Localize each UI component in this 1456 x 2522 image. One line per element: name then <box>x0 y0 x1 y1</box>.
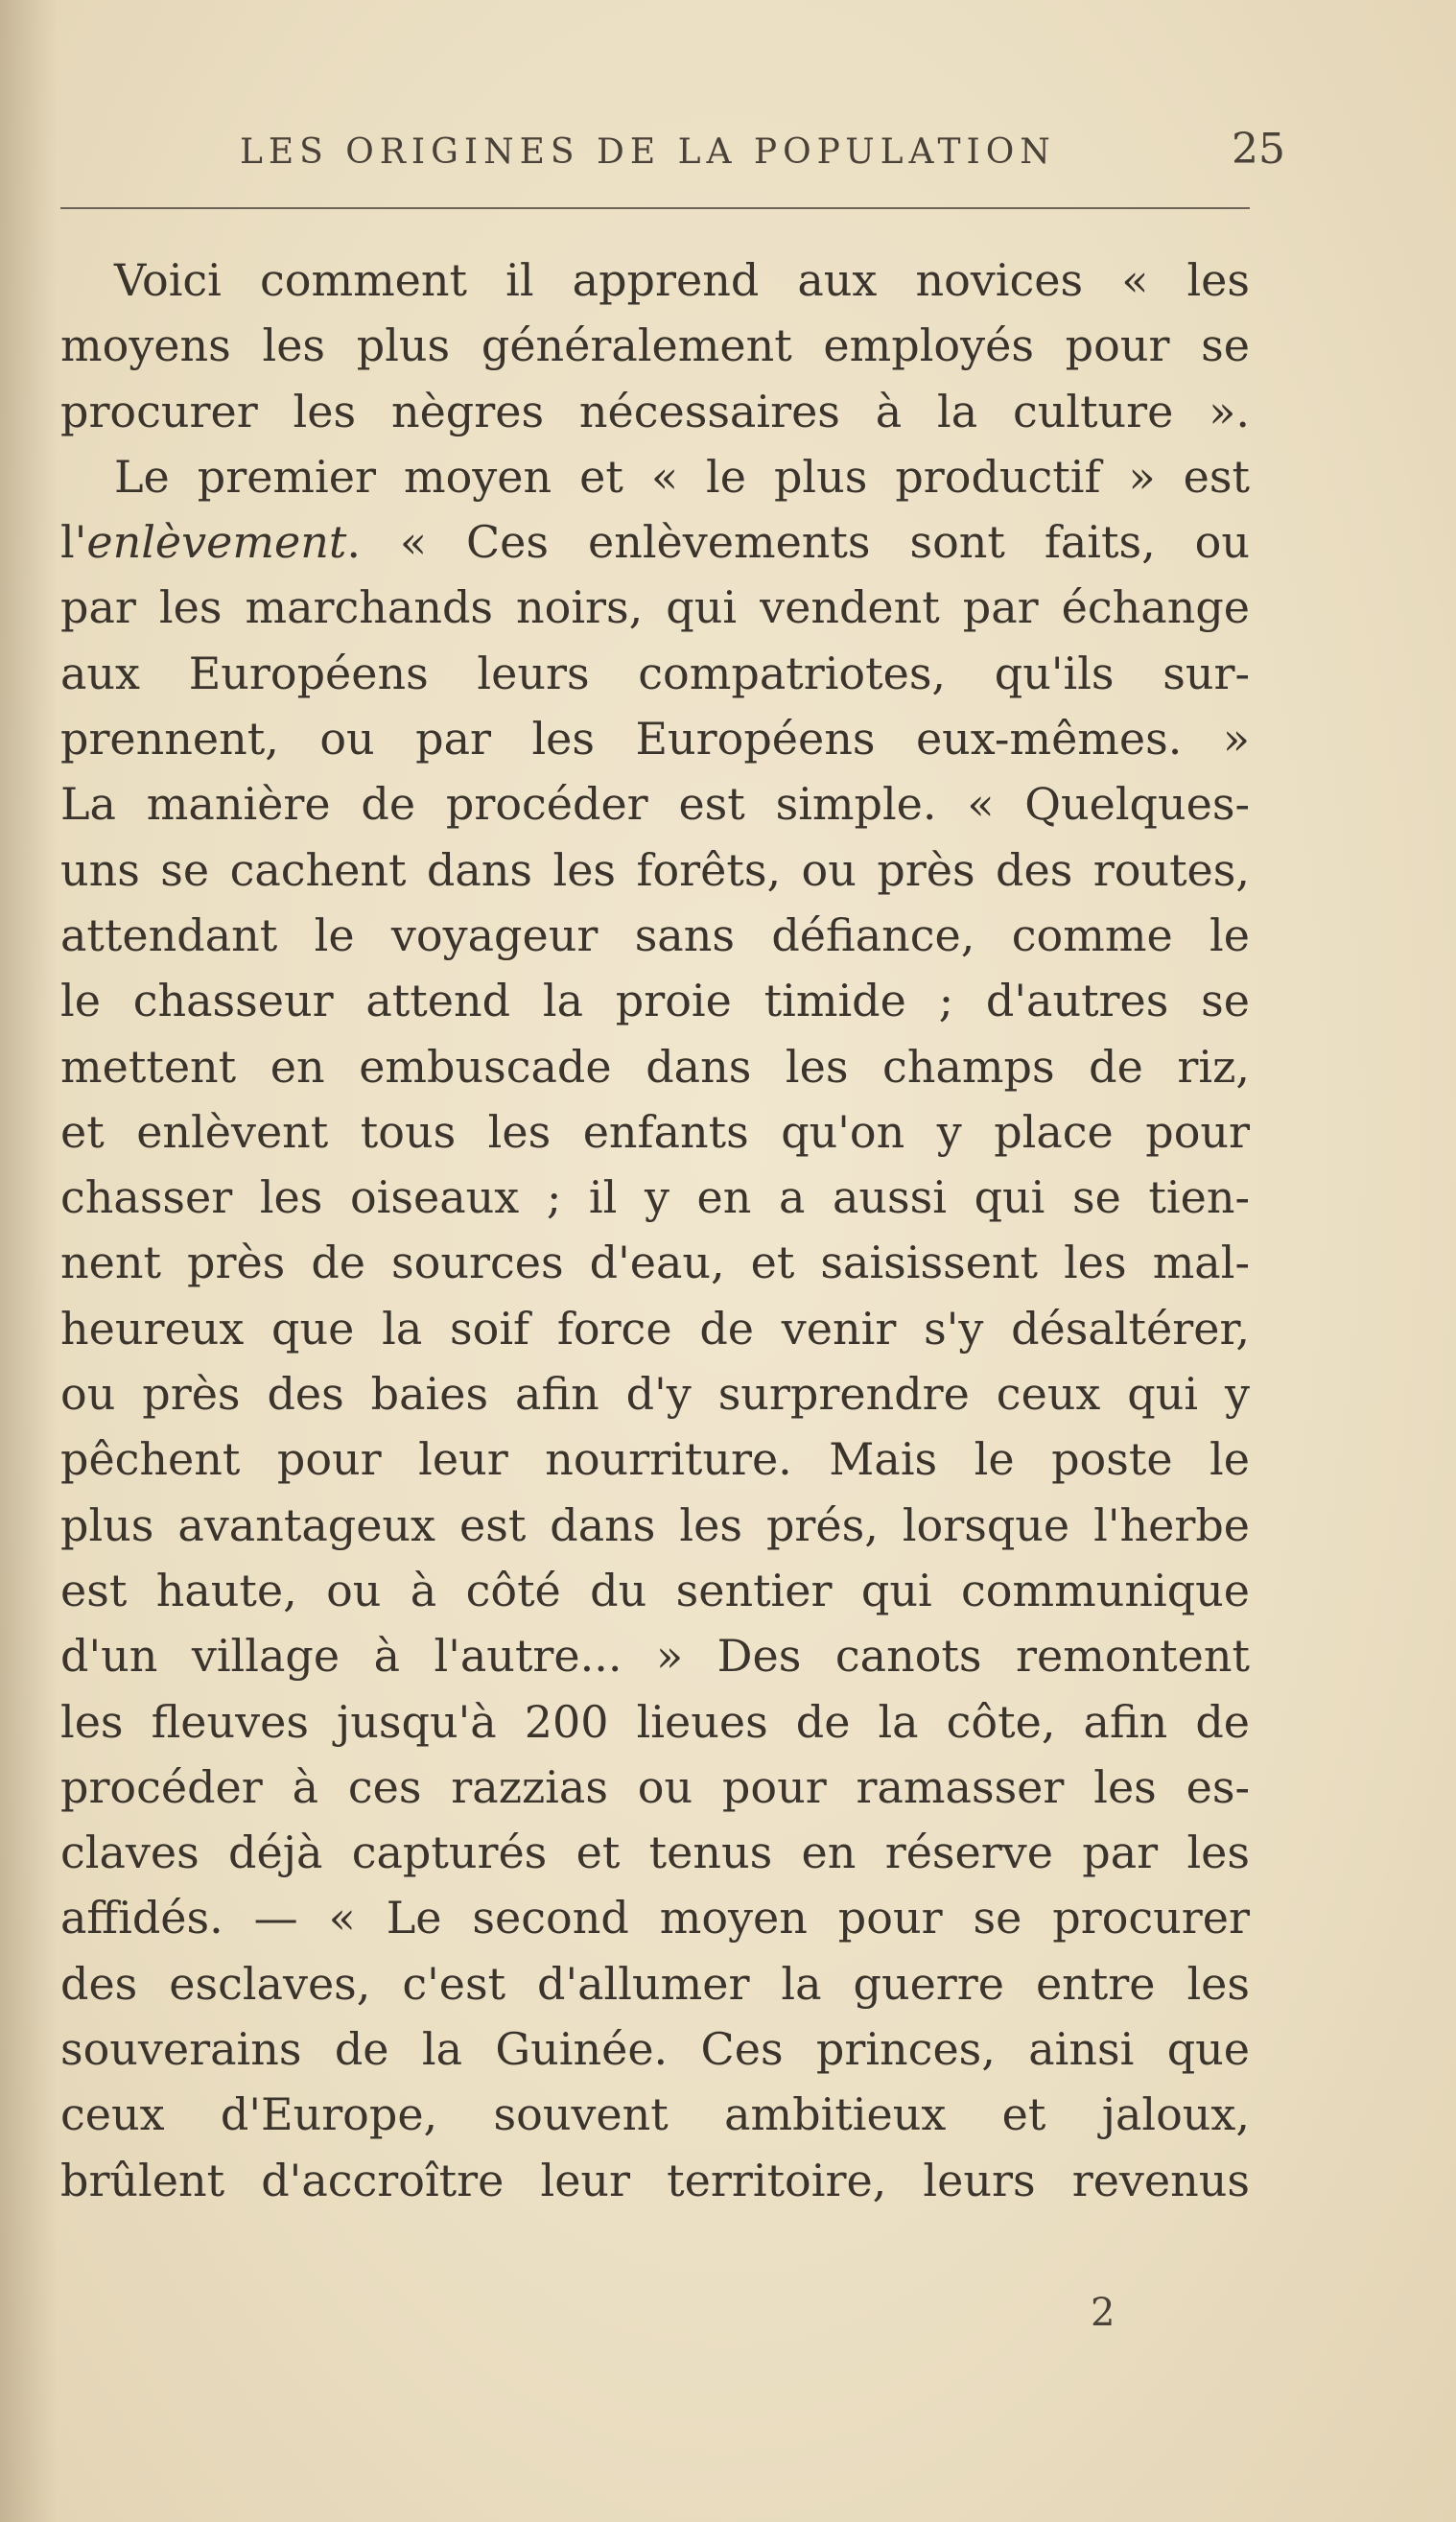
text-line: pêchent pour leur nourriture. Mais le poste le <box>60 1433 1250 1486</box>
body-text <box>60 247 1250 2213</box>
page-number: 25 <box>1232 125 1285 174</box>
text-line: moyens les plus généralement employés pour se <box>60 319 1250 372</box>
signature-mark: 2 <box>1091 2291 1115 2335</box>
text-line: souverains de la Guinée. Ces princes, ainsi que <box>60 2023 1250 2076</box>
text-line: nent près de sources d'eau, et saisissent les mal- <box>60 1237 1250 1289</box>
text-line: heureux que la soif force de venir s'y désaltérer, <box>60 1302 1250 1355</box>
text-line: aux Européens leurs compatriotes, qu'ils sur- <box>60 647 1250 699</box>
text-line: ceux d'Europe, souvent ambitieux et jaloux, <box>60 2088 1250 2141</box>
running-title: LES ORIGINES DE LA POPULATION <box>240 132 1056 172</box>
text-line: brûlent d'accroître leur territoire, leurs revenus <box>60 2154 1250 2206</box>
text-line: est haute, ou à côté du sentier qui communique <box>60 1564 1250 1616</box>
text-line: Voici comment il apprend aux novices « les <box>114 254 1250 306</box>
text-line: uns se cachent dans les forêts, ou près des routes, <box>60 843 1250 896</box>
text-line: La manière de procéder est simple. « Quelques- <box>60 778 1250 831</box>
text-line: Le premier moyen et « le plus productif » est <box>114 450 1250 503</box>
text-line: affidés. — « Le second moyen pour se procurer <box>60 1892 1250 1945</box>
text-line: d'un village à l'autre... » Des canots remontent <box>60 1630 1250 1683</box>
text-line: plus avantageux est dans les prés, lorsque l'herbe <box>60 1498 1250 1551</box>
text-line: prennent, ou par les Européens eux-mêmes. » <box>60 713 1250 766</box>
text-line: par les marchands noirs, qui vendent par échange <box>60 581 1250 634</box>
text-segment: l' <box>60 516 87 569</box>
text-line: attendant le voyageur sans défiance, comme le <box>60 908 1250 961</box>
text-line: procurer les nègres nécessaires à la culture ». <box>60 385 1250 437</box>
text-line: ou près des baies afin d'y surprendre ceux qui y <box>60 1368 1250 1421</box>
text-line: mettent en embuscade dans les champs de riz, <box>60 1040 1250 1093</box>
text-line: le chasseur attend la proie timide ; d'autres se <box>60 975 1250 1027</box>
page-header <box>58 123 1285 180</box>
text-line <box>60 509 1250 575</box>
text-line: les fleuves jusqu'à 200 lieues de la côte, afin de <box>60 1695 1250 1748</box>
text-line: des esclaves, c'est d'allumer la guerre entre les <box>60 1957 1250 2010</box>
italic-term: enlèvement <box>86 516 347 569</box>
text-line: et enlèvent tous les enfants qu'on y place pour <box>60 1105 1250 1158</box>
text-line: claves déjà capturés et tenus en réserve par les <box>60 1827 1250 1879</box>
text-line: chasser les oiseaux ; il y en a aussi qui se tien- <box>60 1171 1250 1224</box>
header-rule <box>60 207 1250 209</box>
page-edge-shadow <box>0 0 58 2522</box>
text-line: procéder à ces razzias ou pour ramasser les es- <box>60 1760 1250 1813</box>
text-segment: . « Ces enlèvements sont faits, ou <box>346 516 1250 569</box>
